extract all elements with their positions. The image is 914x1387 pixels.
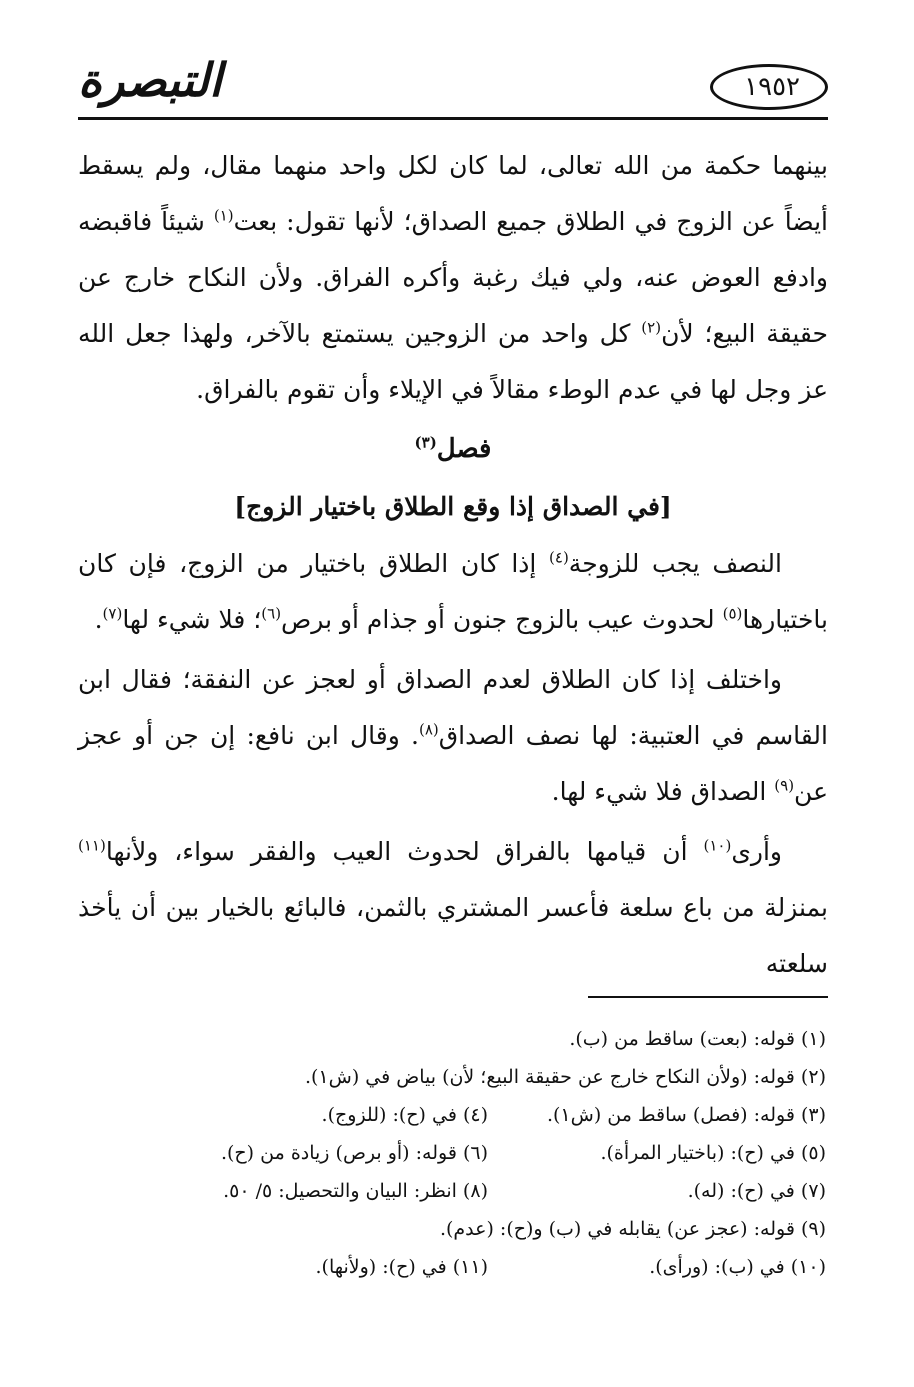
footnote-ref-11: (١١) — [78, 836, 106, 855]
footnote-4: (٤) في (ح): (للزوج). — [321, 1104, 488, 1126]
footnote-ref-10: (١٠) — [703, 836, 732, 855]
footnote-5: (٥) في (ح): (باختيار المرأة). — [600, 1142, 826, 1164]
page-number: ١٩٥٢ — [744, 72, 800, 102]
footnote-ref-7: (٧) — [102, 604, 123, 623]
footnote-separator — [588, 996, 828, 998]
text-run: . وقال ابن نافع: إن جن أو عجز عن — [78, 721, 828, 806]
text-run: إذا كان الطلاق باختيار من الزوج، فإن كان باختيارها — [78, 549, 828, 634]
paragraph-2 — [78, 536, 828, 648]
footnote-9: (٩) قوله: (عجز عن) يقابله في (ب) و(ح): (عدم). — [439, 1218, 826, 1240]
header-rule — [78, 117, 828, 120]
text-run: النصف يجب للزوجة — [568, 549, 782, 578]
footnote-ref-3: (٣) — [414, 433, 437, 452]
footnote-row — [150, 1096, 826, 1134]
footnote-11: (١١) في (ح): (ولأنها). — [315, 1256, 488, 1278]
text-run: . — [94, 605, 103, 634]
heading-text: فصل — [436, 434, 492, 464]
page-header — [78, 50, 828, 120]
text-run: بينهما حكمة من الله تعالى، لما كان لكل واحد منهما مقال، ولم يسقط أيضاً عن الزوج في الطلاق جميع الصداق؛ لأنها تقول: بعت — [78, 151, 828, 236]
paragraph-1 — [78, 138, 828, 418]
footnote-6: (٦) قوله: (أو برص) زيادة من (ح). — [220, 1142, 488, 1164]
footnotes — [150, 1020, 826, 1286]
footnote-row — [150, 1172, 826, 1210]
book-title: التبصرة — [78, 53, 222, 107]
paragraph-3 — [78, 652, 828, 820]
footnote-ref-6: (٦) — [261, 604, 282, 623]
footnote-1: (١) قوله: (بعت) ساقط من (ب). — [569, 1028, 826, 1050]
text-run: واختلف إذا كان الطلاق لعدم الصداق أو لعجز عن النفقة؛ فقال ابن القاسم في العتبية: لها نصف الصداق — [78, 665, 828, 750]
text-run: لحدوث عيب بالزوج جنون أو جذام أو برص — [281, 605, 723, 634]
footnote-ref-8: (٨) — [418, 720, 439, 739]
main-text — [78, 138, 828, 992]
footnote-ref-5: (٥) — [722, 604, 743, 623]
footnote-row — [150, 1134, 826, 1172]
footnote-8: (٨) انظر: البيان والتحصيل: ٥/ ٥٠. — [223, 1180, 488, 1202]
footnote-ref-9: (٩) — [774, 776, 795, 795]
footnote-3: (٣) قوله: (فصل) ساقط من (ش١). — [546, 1104, 826, 1126]
text-run: شيئاً فاقبضه وادفع العوض عنه، ولي فيك رغبة وأكره الفراق. ولأن النكاح خارج عن حقيقة البيع؛ لأن — [78, 207, 828, 348]
footnote-row — [150, 1248, 826, 1286]
text-run: بمنزلة من باع سلعة فأعسر المشتري بالثمن، فالبائع بالخيار بين أن يأخذ سلعته — [78, 893, 828, 978]
footnote-7: (٧) في (ح): (له). — [687, 1180, 826, 1202]
footnote-10: (١٠) في (ب): (ورأى). — [649, 1256, 826, 1278]
text-run: أن قيامها بالفراق لحدوث العيب والفقر سواء، ولأنها — [105, 837, 704, 866]
footnote-ref-4: (٤) — [549, 548, 569, 567]
text-run: وأرى — [731, 837, 782, 866]
footnote-2: (٢) قوله: (ولأن النكاح خارج عن حقيقة البيع؛ لأن) بياض في (ش١). — [304, 1066, 826, 1088]
text-run: كل واحد من الزوجين يستمتع بالآخر، ولهذا جعل الله عز وجل لها في عدم الوطء مقالاً في الإيلاء وأن تقوم بالفراق. — [78, 319, 828, 404]
text-run: الصداق فلا شيء لها. — [551, 777, 775, 806]
section-subheading: [في الصداق إذا وقع الطلاق باختيار الزوج] — [234, 492, 672, 521]
section-heading — [78, 420, 828, 478]
paragraph-4 — [78, 824, 828, 992]
footnote-ref-1: (١) — [213, 206, 234, 225]
footnote-ref-2: (٢) — [641, 318, 662, 337]
text-run: ؛ فلا شيء لها — [122, 605, 262, 634]
